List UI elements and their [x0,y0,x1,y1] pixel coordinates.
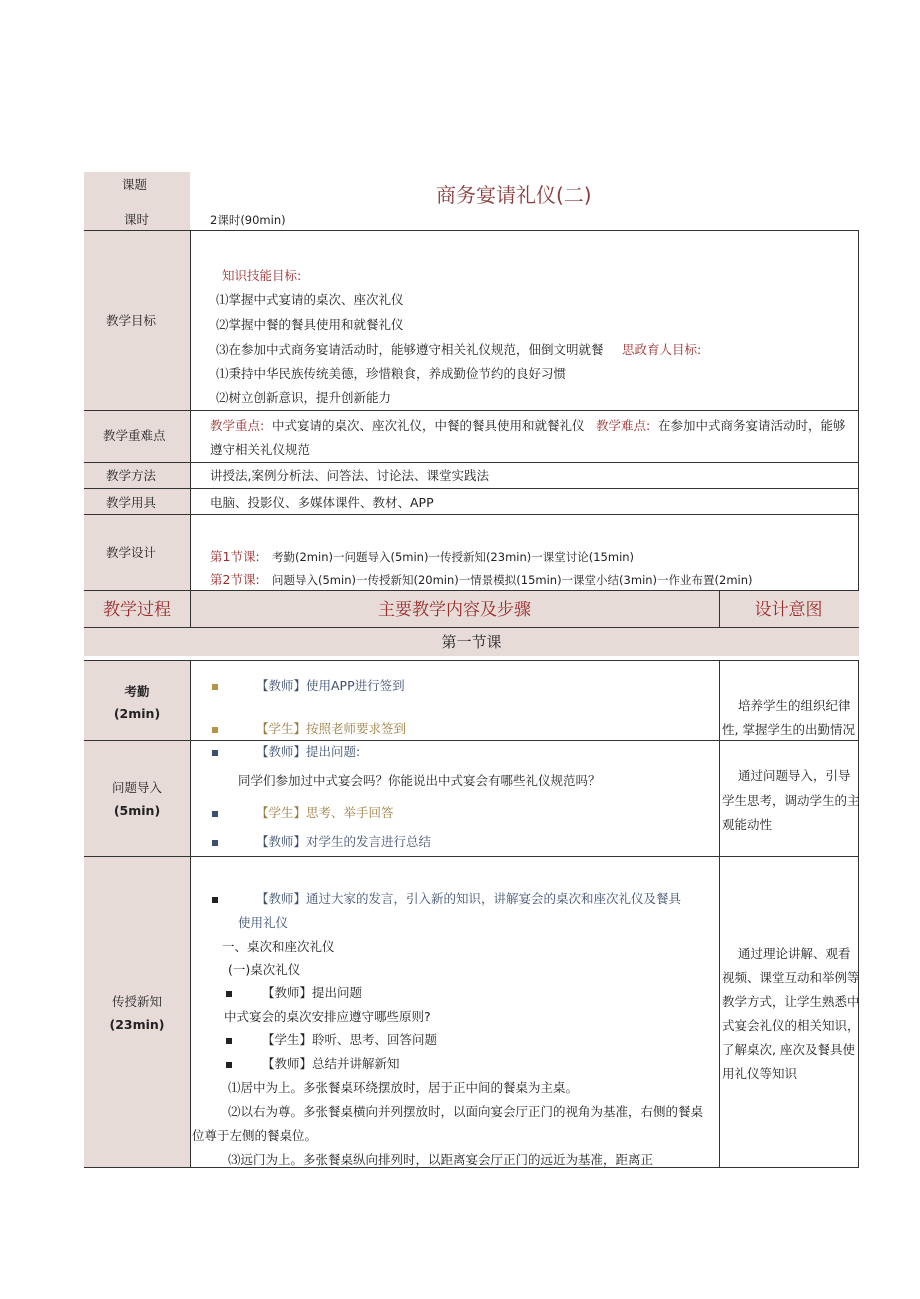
rule [190,660,191,1167]
teaching-intro-cont: 使用礼仪 [238,915,289,930]
bullet-icon [212,750,218,756]
teaching-intent: 用礼仪等知识 [722,1066,798,1081]
difficult-text: 在参加中式商务宴请活动时，能够 [658,418,846,433]
teaching-subheading: (一)桌次礼仪 [228,962,301,977]
course-title-label: 课题 [122,177,148,192]
course-title: 商务宴请礼仪(二) [436,183,592,207]
difficult-text-cont: 遵守相关礼仪规范 [210,442,311,457]
rule [84,410,859,411]
key-heading: 教学重点: [210,418,265,433]
knowledge-heading: 知识技能目标: [222,268,302,283]
lesson1-text: 考勤(2min)一问题导入(5min)一传授新知(23min)一课堂讨论(15min) [272,550,635,564]
bullet-icon [226,1062,232,1068]
rule [84,740,859,741]
teaching-student: 【学生】聆听、思考、回答问题 [262,1032,438,1047]
lesson1-label: 第1节课: [210,549,260,564]
teaching-intent: 了解桌次, 座次及餐具使 [722,1042,855,1057]
rule [84,660,859,661]
teaching-teacher-question: 【教师】提出问题 [262,985,363,1000]
teaching-teacher-summary: 【教师】总结并讲解新知 [262,1056,400,1071]
hours-value: 2课时(90min) [210,213,286,227]
tools-label: 教学用具 [106,495,157,510]
attendance-intent: 培养学生的组织纪律 [738,698,851,713]
bullet-icon [226,991,232,997]
attendance-student: 【学生】按照老师要求签到 [256,721,407,736]
label-column-shade [84,172,190,590]
bullet-icon [226,1038,232,1044]
rule [84,514,859,515]
teaching-intent: 式宴会礼仪的相关知识， [722,1018,860,1033]
teaching-intent: 通过理论讲解、观看 [738,946,851,961]
bullet-icon [212,684,218,690]
hours-label: 课时 [124,212,150,227]
intro-student: 【学生】思考、举手回答 [256,805,394,820]
objective-item: ⑴掌握中式宴请的桌次、座次礼仪 [216,292,404,307]
intro-intent: 学生思考，调动学生的主 [722,793,860,808]
teaching-duration: (23min) [109,1017,165,1032]
attendance-teacher: 【教师】使用APP进行签到 [256,678,405,693]
bullet-icon [212,897,218,903]
intro-question: 同学们参加过中式宴会吗？你能说出中式宴会有哪些礼仪规范吗？ [238,773,601,788]
bullet-icon [212,811,218,817]
rule [84,488,859,489]
rule [84,230,859,231]
intro-intent: 观能动性 [722,817,773,832]
process-label-shade [84,660,190,1167]
attendance-duration: (2min) [113,706,161,721]
teaching-question: 中式宴会的桌次安排应遵守哪些原则? [224,1009,431,1024]
rule [858,230,859,590]
ideology-heading: 思政育人目标: [622,342,702,357]
difficult-heading: 教学难点: [596,418,651,433]
teaching-rule: ⑵以右为尊。多张餐桌横向并列摆放时，以面向宴会厅正门的视角为基准，右侧的餐桌 [228,1104,704,1119]
attendance-intent: 性, 掌握学生的出勤情况 [722,722,855,737]
bullet-icon [212,727,218,733]
attendance-label: 考勤 [124,684,150,699]
objective-item: ⑴秉持中华民族传统美德，珍惜粮食，养成勤俭节约的良好习惯 [216,366,567,381]
tools-value: 电脑、投影仪、多媒体课件、教材、APP [210,495,434,510]
intro-teacher: 【教师】提出问题: [256,744,361,759]
rule [719,660,720,1167]
objective-item: ⑵树立创新意识，提升创新能力 [216,390,392,405]
teaching-rule: ⑴居中为上。多张餐桌环绕摆放时，居于正中间的餐桌为主桌。 [228,1080,579,1095]
intro-duration: (5min) [113,803,161,818]
methods-value: 讲授法,案例分析法、问答法、讨论法、课堂实践法 [210,468,489,483]
key-points-label: 教学重难点 [103,428,166,443]
lesson2-text: 问题导入(5min)一传授新知(20min)一情景模拟(15min)一课堂小结(3min)一作业布置(2min) [272,573,753,587]
objectives-label: 教学目标 [106,313,157,328]
design-label: 教学设计 [106,545,157,560]
header-process: 教学过程 [103,600,171,620]
intro-teacher-summary: 【教师】对学生的发言进行总结 [256,834,432,849]
teaching-label: 传授新知 [111,994,162,1009]
objective-item: ⑵掌握中餐的餐具使用和就餐礼仪 [216,317,404,332]
bullet-icon [212,840,218,846]
teaching-heading: 一、桌次和座次礼仪 [222,939,335,954]
rule [84,856,859,857]
intro-intent: 通过问题导入，引导 [738,768,851,783]
key-text: 中式宴请的桌次、座次礼仪，中餐的餐具使用和就餐礼仪 [272,418,585,433]
objective-item: ⑶在参加中式商务宴请活动时，能够遵守相关礼仪规范，佃倒文明就餐 [216,342,604,357]
rule [190,230,191,590]
header-intent: 设计意图 [754,600,823,620]
lesson2-label: 第2节课: [210,572,260,587]
rule [84,462,859,463]
teaching-rule: ⑶远门为上。多张餐桌纵向排列时，以距离宴会厅正门的远近为基准，距离正 [228,1152,654,1167]
methods-label: 教学方法 [106,468,157,483]
section-title: 第一节课 [441,633,502,651]
teaching-rule-cont: 位尊于左侧的餐桌位。 [192,1128,318,1143]
rule [858,660,859,1167]
teaching-intro: 【教师】通过大家的发言，引入新的知识，讲解宴会的桌次和座次礼仪及餐具 [256,891,682,906]
intro-label: 问题导入 [111,780,162,795]
teaching-intent: 视频、课堂互动和举例等 [722,970,860,985]
header-content: 主要教学内容及步骤 [378,600,531,620]
teaching-intent: 教学方式，让学生熟悉中 [722,994,860,1009]
